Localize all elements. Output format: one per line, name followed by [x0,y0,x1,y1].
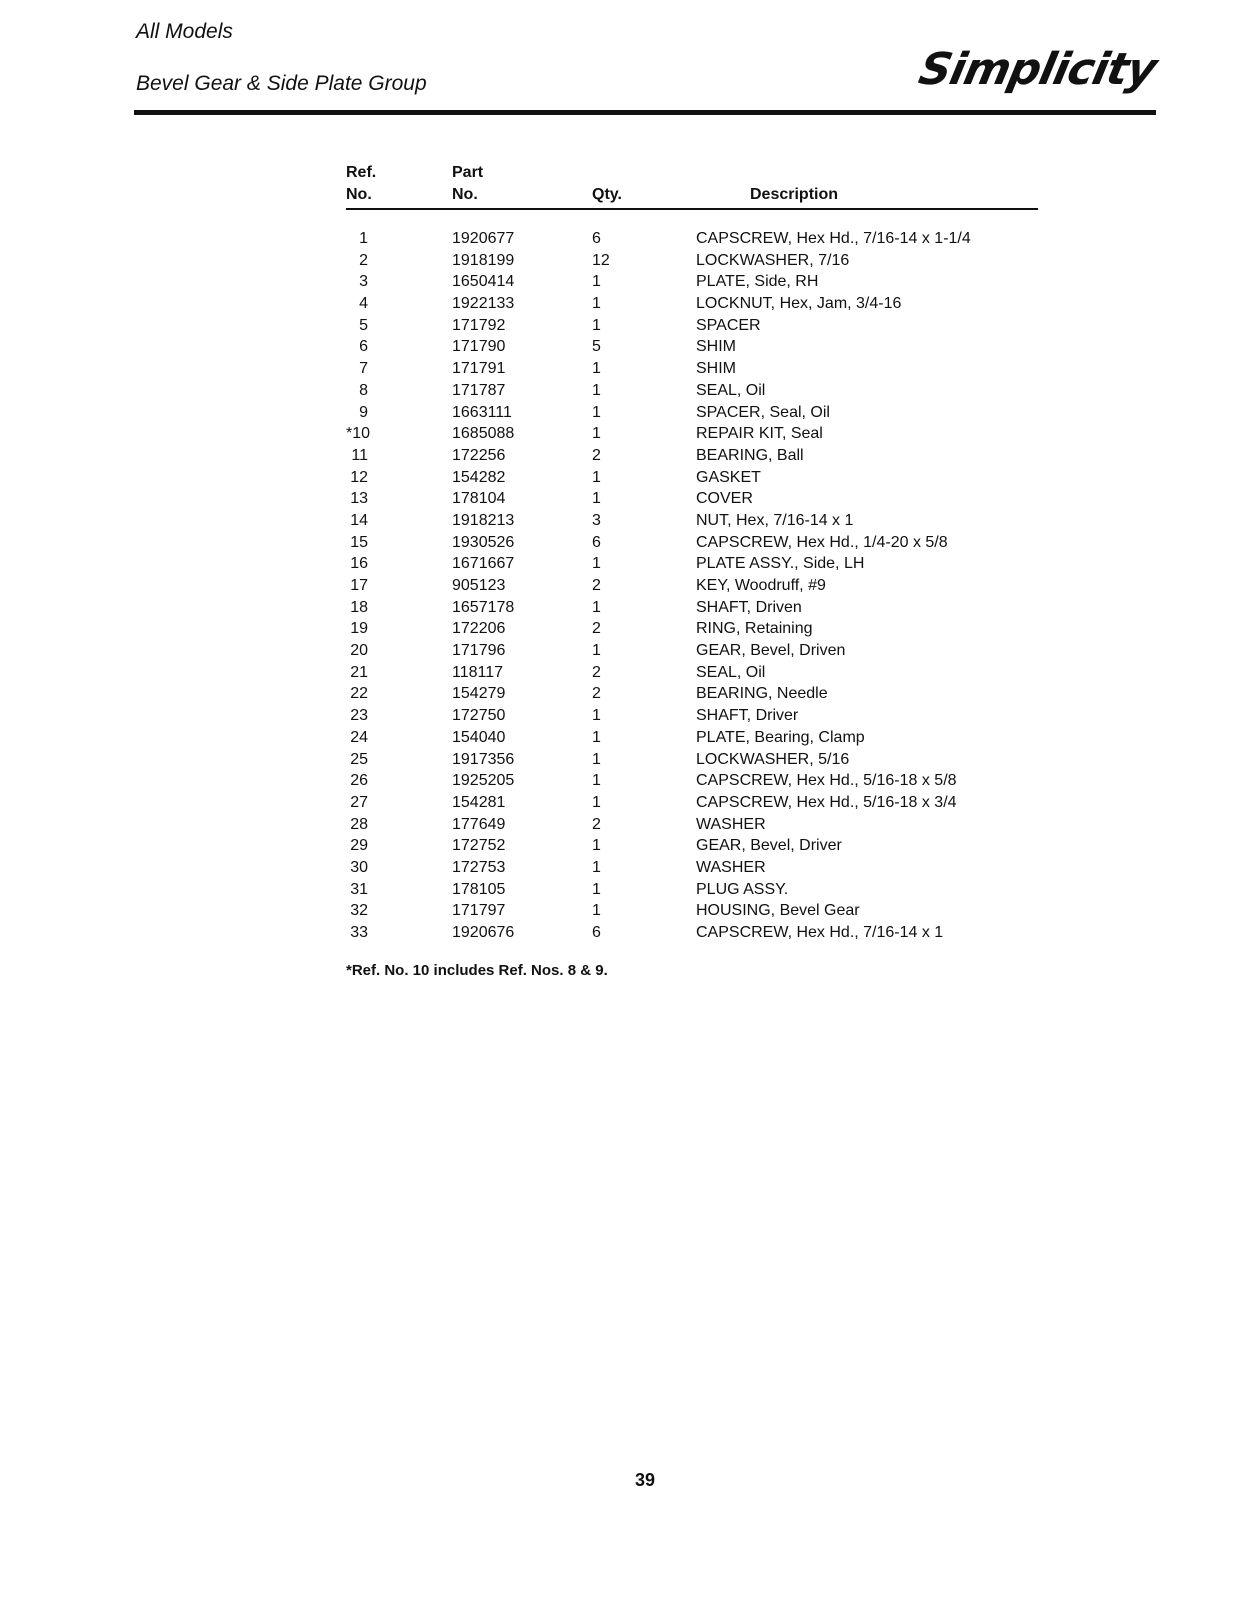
table-row [346,250,1046,272]
ref-no-cell: 6 [359,338,368,356]
qty-cell: 2 [592,577,601,594]
ref-no-cell: 2 [359,251,368,269]
part-no-cell: 1922133 [452,295,515,313]
part-no-cell: 154282 [452,468,506,486]
qty-cell: 2 [592,446,601,464]
ref-no-cell: 9 [359,403,368,421]
table-row [346,488,1046,510]
table-row [346,510,1046,532]
description-cell: NUT, Hex, 7/16-14 x 1 [696,511,854,529]
qty-cell: 1 [592,880,601,898]
ref-no-cell: 7 [359,360,368,378]
part-no-cell: 1918199 [452,251,515,269]
description-cell: SHIM [696,338,736,356]
description-heading: Description [750,186,839,203]
ref-no-cell: 16 [350,555,368,573]
description-cell: SHAFT, Driver [696,707,799,725]
ref-no-cell: 28 [350,815,368,833]
part-no-heading [452,162,483,206]
table-row [346,857,1046,879]
description-cell: GEAR, Bevel, Driven [696,642,846,660]
qty-cell: 2 [592,663,601,681]
ref-no-heading [346,162,376,206]
table-row [346,705,1046,727]
description-cell: CAPSCREW, Hex Hd., 5/16-18 x 5/8 [696,772,957,790]
table-row [346,618,1046,640]
ref-no-cell: 33 [350,924,368,941]
table-row [346,380,1046,402]
description-cell: KEY, Woodruff, #9 [696,577,826,594]
qty-cell: 1 [592,468,601,486]
table-row [346,358,1046,380]
qty-cell: 3 [592,511,601,529]
qty-cell: 6 [592,533,601,551]
ref-no-cell: 26 [350,772,368,790]
ref-no-cell: 23 [350,707,368,725]
description-cell: HOUSING, Bevel Gear [696,902,860,920]
table-row [346,922,1046,944]
description-cell: COVER [696,490,753,508]
part-no-cell: 178105 [452,880,506,898]
ref-no-cell: 18 [350,598,368,616]
part-heading-line2: No. [452,186,478,203]
ref-no-cell: 22 [350,685,368,703]
description-cell: WASHER [696,858,766,876]
qty-cell: 2 [592,620,601,638]
ref-no-cell: *10 [346,425,371,443]
description-cell: GASKET [696,468,761,486]
description-cell: SPACER, Seal, Oil [696,403,830,421]
ref-no-cell: 27 [350,793,368,811]
description-cell: CAPSCREW, Hex Hd., 1/4-20 x 5/8 [696,533,948,551]
qty-cell: 1 [592,642,601,660]
ref-no-cell: 4 [359,295,368,313]
part-no-cell: 171787 [452,381,506,399]
table-row [346,575,1046,597]
qty-cell: 1 [592,425,601,443]
table-row [346,835,1046,857]
part-no-cell: 118117 [452,663,504,681]
description-cell: SHAFT, Driven [696,598,802,616]
table-row [346,293,1046,315]
description-cell: SEAL, Oil [696,663,766,681]
table-row [346,553,1046,575]
header-rule [134,110,1156,115]
part-no-cell: 172752 [452,837,506,855]
description-cell: LOCKWASHER, 5/16 [696,750,850,768]
ref-no-cell: 11 [351,446,368,464]
description-cell: PLUG ASSY. [696,880,789,898]
header-underline [346,208,1038,210]
part-no-cell: 171790 [452,338,506,356]
table-row [346,727,1046,749]
part-no-cell: 1671667 [452,555,515,573]
qty-cell: 1 [592,772,601,790]
qty-cell: 1 [592,360,601,378]
header-model: All Models [136,20,233,43]
footnote: *Ref. No. 10 includes Ref. Nos. 8 & 9. [346,962,608,979]
description-cell: PLATE, Side, RH [696,273,819,291]
part-no-cell: 172750 [452,707,506,725]
part-no-cell: 1918213 [452,511,515,529]
table-row [346,597,1046,619]
ref-no-cell: 24 [350,728,368,746]
qty-cell: 1 [592,295,601,313]
part-no-cell: 171791 [452,360,506,378]
qty-cell: 1 [592,598,601,616]
part-no-cell: 172206 [452,620,506,638]
part-no-cell: 171792 [452,316,506,334]
ref-no-cell: 8 [359,381,368,399]
qty-cell: 2 [592,815,601,833]
part-no-cell: 154281 [452,793,506,811]
qty-cell: 1 [592,490,601,508]
ref-no-cell: 29 [350,837,368,855]
table-row [346,770,1046,792]
description-cell: LOCKNUT, Hex, Jam, 3/4-16 [696,295,902,313]
table-row [346,532,1046,554]
description-cell: RING, Retaining [696,620,813,638]
description-cell: BEARING, Ball [696,446,804,464]
description-cell: SEAL, Oil [696,381,766,399]
qty-cell: 1 [592,837,601,855]
ref-no-cell: 25 [350,750,368,768]
table-header [346,160,1046,210]
description-cell: WASHER [696,815,766,833]
ref-heading-line1: Ref. [346,164,377,181]
part-no-cell: 177649 [452,815,506,833]
qty-cell: 6 [592,924,601,941]
qty-cell: 1 [592,858,601,876]
ref-no-cell: 31 [350,880,368,898]
table-row [346,228,1046,250]
part-no-cell: 171797 [452,902,506,920]
description-cell: BEARING, Needle [696,685,828,703]
ref-no-cell: 17 [350,577,368,594]
part-no-cell: 1925205 [452,772,515,790]
header-group: Bevel Gear & Side Plate Group [136,72,427,95]
ref-no-cell: 21 [350,663,368,681]
ref-no-cell: 15 [350,533,368,551]
page-number: 39 [634,1470,656,1490]
qty-cell: 1 [592,793,601,811]
description-cell: LOCKWASHER, 7/16 [696,251,850,269]
ref-no-cell: 1 [359,230,368,247]
description-cell: CAPSCREW, Hex Hd., 7/16-14 x 1 [696,924,944,941]
qty-heading: Qty. [592,186,622,203]
table-row [346,445,1046,467]
table-row [346,900,1046,922]
description-cell: CAPSCREW, Hex Hd., 5/16-18 x 3/4 [696,793,957,811]
part-no-cell: 1920676 [452,924,515,941]
ref-no-cell: 19 [350,620,368,638]
part-no-cell: 172256 [452,446,506,464]
table-row [346,749,1046,771]
ref-no-cell: 32 [350,902,368,920]
part-no-cell: 1657178 [452,598,515,616]
part-no-cell: 1920677 [452,230,515,247]
description-cell: REPAIR KIT, Seal [696,425,823,443]
brand-logo: Simplicity [914,44,1161,95]
qty-cell: 1 [592,273,601,291]
table-row [346,336,1046,358]
ref-no-cell: 30 [350,858,368,876]
qty-cell: 1 [592,555,601,573]
qty-cell: 1 [592,707,601,725]
table-row [346,271,1046,293]
table-row [346,814,1046,836]
description-cell: GEAR, Bevel, Driver [696,837,842,855]
ref-no-cell: 20 [350,642,368,660]
qty-cell: 1 [592,750,601,768]
qty-cell: 1 [592,316,601,334]
table-row [346,467,1046,489]
table-row [346,402,1046,424]
qty-cell: 2 [592,685,601,703]
table-row [346,423,1046,445]
qty-cell: 6 [592,230,601,247]
table-row [346,792,1046,814]
description-cell: SHIM [696,360,736,378]
part-no-cell: 178104 [452,490,506,508]
table-row [346,640,1046,662]
qty-cell: 1 [592,403,601,421]
table-row [346,315,1046,337]
part-heading-line1: Part [452,164,484,181]
table-row [346,683,1046,705]
ref-no-cell: 5 [359,316,368,334]
part-no-cell: 154040 [452,728,506,746]
description-cell: PLATE ASSY., Side, LH [696,555,865,573]
ref-no-cell: 13 [350,490,368,508]
part-no-cell: 171796 [452,642,506,660]
part-no-cell: 1663111 [452,403,512,421]
ref-heading-line2: No. [346,186,372,203]
qty-cell: 1 [592,728,601,746]
qty-cell: 12 [592,251,610,269]
ref-no-cell: 3 [359,273,368,291]
qty-cell: 5 [592,338,601,356]
part-no-cell: 1685088 [452,425,515,443]
table-body [346,228,1046,944]
parts-table [346,160,1046,944]
description-cell: SPACER [696,316,761,334]
part-no-cell: 1930526 [452,533,515,551]
table-row [346,879,1046,901]
ref-no-cell: 14 [350,511,368,529]
part-no-cell: 172753 [452,858,506,876]
part-no-cell: 1650414 [452,273,515,291]
qty-cell: 1 [592,902,601,920]
part-no-cell: 1917356 [452,750,515,768]
part-no-cell: 154279 [452,685,506,703]
table-row [346,662,1046,684]
part-no-cell: 905123 [452,577,506,594]
description-cell: CAPSCREW, Hex Hd., 7/16-14 x 1-1/4 [696,230,971,247]
qty-cell: 1 [592,381,601,399]
description-cell: PLATE, Bearing, Clamp [696,728,865,746]
ref-no-cell: 12 [350,468,368,486]
